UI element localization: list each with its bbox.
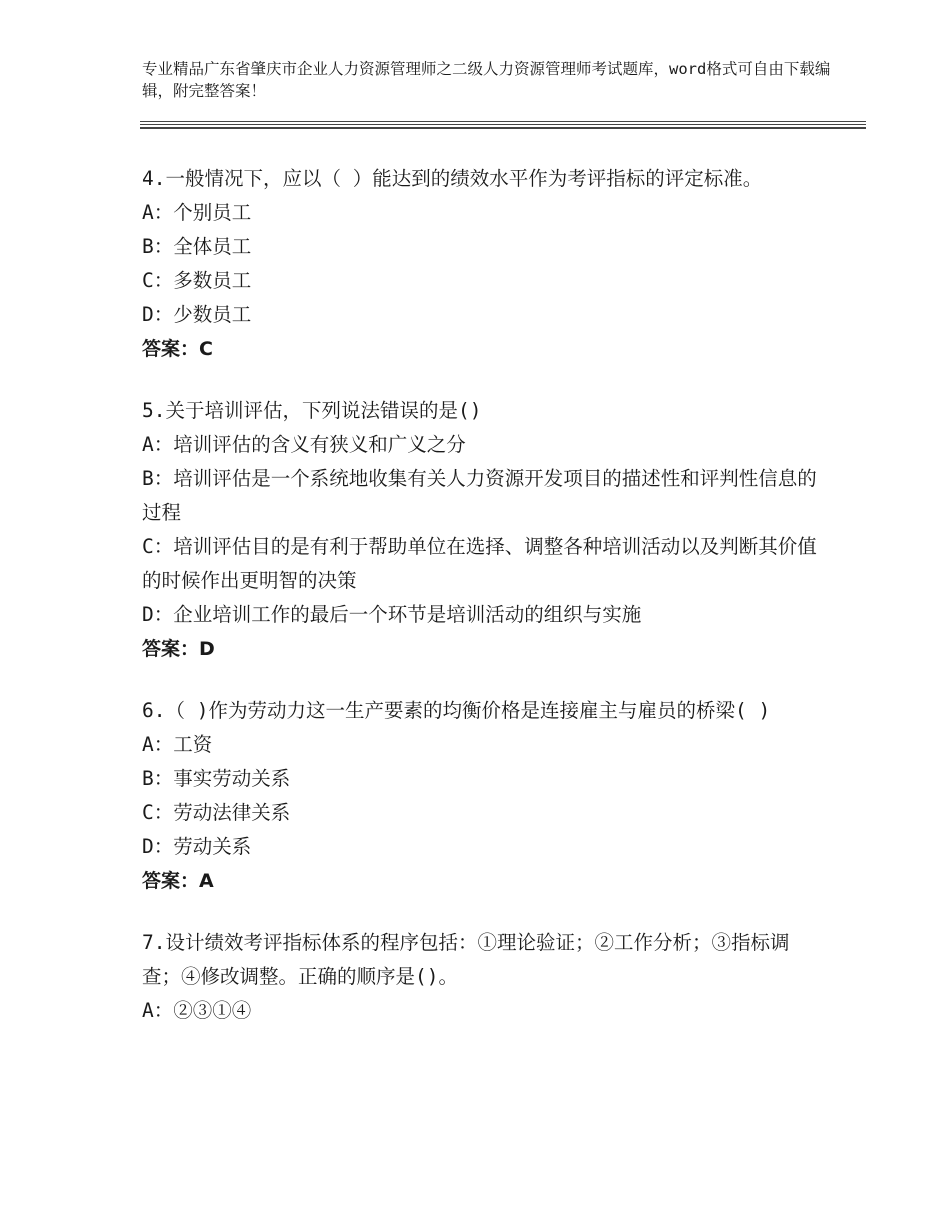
option-a: A：②③①④ [142, 999, 252, 1022]
option-c: C：多数员工 [142, 269, 252, 292]
question-text: 4.一般情况下，应以（ ）能达到的绩效水平作为考评指标的评定标准。 [142, 167, 763, 190]
header-title: 专业精品广东省肇庆市企业人力资源管理师之二级人力资源管理师考试题库，word格式可自由下载编辑，附完整答案！ [142, 60, 831, 100]
option-a: A：培训评估的含义有狭义和广义之分 [142, 433, 466, 456]
divider-line [140, 124, 866, 125]
question-7 [142, 926, 822, 1028]
option-c: C：培训评估目的是有利于帮助单位在选择、调整各种培训活动以及判断其价值的时候作出更明智的决策 [142, 535, 817, 592]
answer-label: 答案：D [142, 638, 215, 660]
answer-label: 答案：C [142, 338, 213, 360]
option-b: B：培训评估是一个系统地收集有关人力资源开发项目的描述性和评判性信息的过程 [142, 467, 817, 524]
option-b: B：全体员工 [142, 235, 252, 258]
option-d: D：劳动关系 [142, 835, 252, 858]
option-a: A：个别员工 [142, 201, 252, 224]
option-d: D：少数员工 [142, 303, 252, 326]
question-text: 6.（ )作为劳动力这一生产要素的均衡价格是连接雇主与雇员的桥梁( ) [142, 699, 771, 722]
question-text: 5.关于培训评估，下列说法错误的是() [142, 399, 482, 422]
option-a: A：工资 [142, 733, 213, 756]
question-5 [142, 394, 822, 666]
question-text: 7.设计绩效考评指标体系的程序包括：①理论验证；②工作分析；③指标调查；④修改调整。正确的顺序是()。 [142, 931, 790, 988]
divider-line [140, 127, 866, 129]
question-4 [142, 162, 822, 366]
option-b: B：事实劳动关系 [142, 767, 291, 790]
option-d: D：企业培训工作的最后一个环节是培训活动的组织与实施 [142, 603, 642, 626]
divider-line [140, 121, 866, 122]
answer-label: 答案：A [142, 870, 214, 892]
question-6 [142, 694, 822, 898]
document-header [142, 58, 842, 102]
question-list [142, 162, 822, 1028]
option-c: C：劳动法律关系 [142, 801, 291, 824]
header-divider [140, 121, 866, 129]
